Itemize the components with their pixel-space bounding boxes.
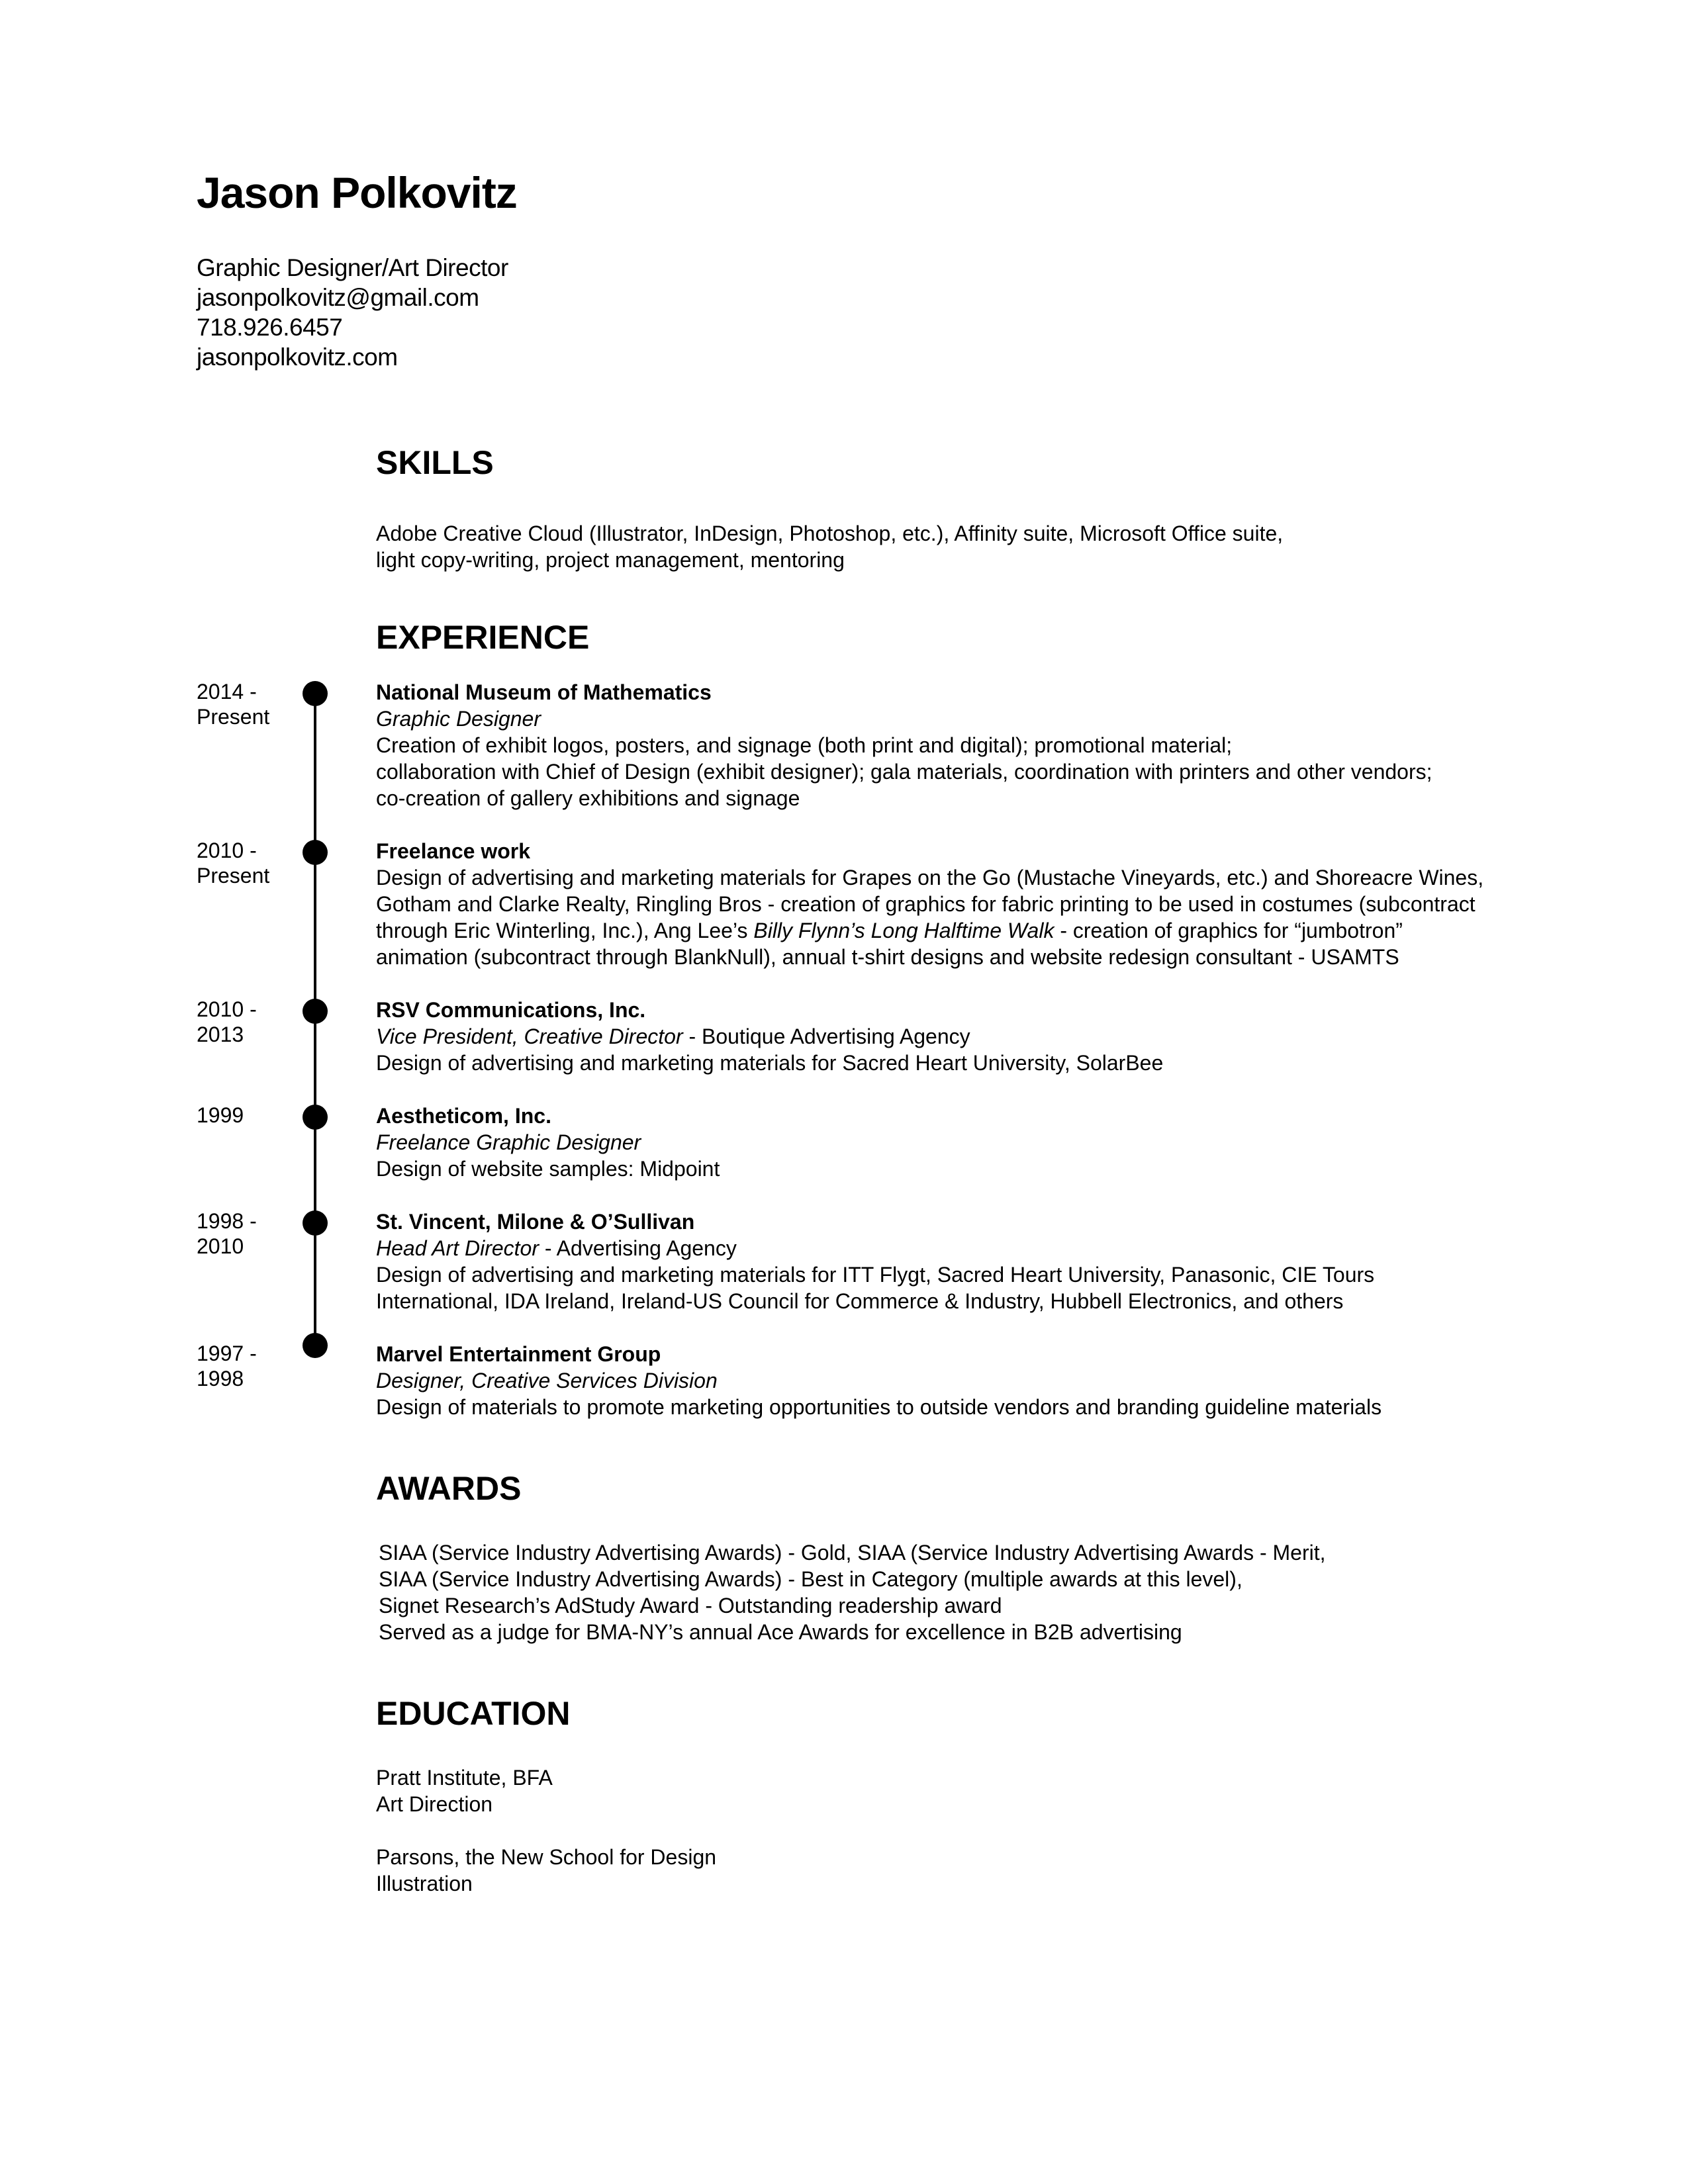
desc-line: Design of website samples: Midpoint (376, 1157, 720, 1181)
desc-line: Design of advertising and marketing materials for Sacred Heart University, SolarBee (376, 1051, 1164, 1075)
experience-entry (376, 838, 1483, 970)
entry-date (197, 1341, 257, 1391)
entry-role-suffix: - Boutique Advertising Agency (682, 1024, 970, 1048)
date-end: Present (197, 864, 270, 887)
date-start: 2010 - (197, 839, 257, 862)
desc-line: International, IDA Ireland, Ireland-US Council for Commerce & Industry, Hubbell Electronics, and others (376, 1289, 1344, 1313)
entry-description (376, 1394, 1382, 1420)
entry-organization: St. Vincent, Milone & O’Sullivan (376, 1210, 695, 1234)
entry-role-line (376, 705, 1432, 732)
resume-name: Jason Polkovitz (197, 168, 517, 217)
entry-date (197, 997, 257, 1047)
skills-text (376, 520, 1283, 573)
contact-block (197, 253, 508, 372)
desc-text: through Eric Winterling, Inc.), Ang Lee’s (376, 919, 754, 942)
entry-role: Vice President, Creative Director (376, 1024, 683, 1048)
date-start: 2010 - (197, 997, 257, 1021)
experience-entry (376, 1103, 720, 1182)
skills-line: Adobe Creative Cloud (Illustrator, InDesign, Photoshop, etc.), Affinity suite, Microsoft Office suite, (376, 522, 1284, 545)
date-start: 1998 - (197, 1209, 257, 1233)
desc-line: Design of advertising and marketing materials for Grapes on the Go (Mustache Vineyards, etc.) and Shoreacre Wines, (376, 866, 1484, 889)
timeline-dot (303, 681, 328, 706)
date-end: 2010 (197, 1234, 244, 1258)
school-name: Pratt Institute, BFA (376, 1766, 553, 1790)
desc-line: Design of advertising and marketing materials for ITT Flygt, Sacred Heart University, Panasonic, CIE Tours (376, 1263, 1375, 1287)
timeline-dot (303, 840, 328, 865)
award-line: Signet Research’s AdStudy Award - Outstanding readership award (379, 1594, 1002, 1617)
website-link[interactable]: jasonpolkovitz.com (197, 343, 398, 371)
desc-text: - creation of graphics for “jumbotron” (1054, 919, 1403, 942)
film-title: Billy Flynn’s Long Halftime Walk (753, 919, 1055, 942)
entry-organization: Freelance work (376, 839, 530, 863)
entry-organization: National Museum of Mathematics (376, 680, 712, 704)
experience-entry (376, 1341, 1382, 1420)
timeline-dot (303, 1333, 328, 1358)
experience-entry (376, 679, 1432, 811)
entry-date (197, 1208, 257, 1259)
entry-description (376, 864, 1483, 970)
date-end: 1998 (197, 1367, 244, 1390)
email-link[interactable]: jasonpolkovitz@gmail.com (197, 284, 479, 311)
education-text (376, 1764, 716, 1897)
entry-role-suffix: - Advertising Agency (539, 1236, 737, 1260)
entry-organization: Marvel Entertainment Group (376, 1342, 661, 1366)
education-heading: EDUCATION (376, 1695, 571, 1732)
entry-description (376, 1261, 1374, 1314)
date-start: 1999 (197, 1103, 244, 1127)
entry-description (376, 1050, 1163, 1076)
desc-line: Design of materials to promote marketing opportunities to outside vendors and branding guideline materials (376, 1395, 1382, 1419)
award-line: Served as a judge for BMA-NY’s annual Ace Awards for excellence in B2B advertising (379, 1620, 1182, 1644)
entry-role: Graphic Designer (376, 707, 541, 731)
experience-entry (376, 997, 1163, 1076)
entry-role-line (376, 1367, 1382, 1394)
award-line: SIAA (Service Industry Advertising Awards) - Gold, SIAA (Service Industry Advertising Awards - Merit, (379, 1541, 1326, 1565)
skills-heading: SKILLS (376, 444, 494, 481)
desc-line: animation (subcontract through BlankNull), annual t-shirt designs and website redesign consultant - USAMTS (376, 945, 1399, 969)
experience-heading: EXPERIENCE (376, 619, 590, 656)
award-line: SIAA (Service Industry Advertising Awards) - Best in Category (multiple awards at this level), (379, 1567, 1243, 1591)
job-title: Graphic Designer/Art Director (197, 254, 508, 281)
entry-organization: RSV Communications, Inc. (376, 998, 646, 1022)
desc-line (376, 917, 1483, 944)
entry-date (197, 838, 269, 888)
school-name: Parsons, the New School for Design (376, 1845, 717, 1869)
desc-line: co-creation of gallery exhibitions and signage (376, 786, 800, 810)
phone-number: 718.926.6457 (197, 314, 343, 341)
timeline-dot (303, 999, 328, 1024)
date-start: 1997 - (197, 1342, 257, 1365)
timeline-dot (303, 1210, 328, 1236)
desc-line: collaboration with Chief of Design (exhibit designer); gala materials, coordination with printers and other vendors; (376, 760, 1432, 784)
desc-line: Creation of exhibit logos, posters, and signage (both print and digital); promotional material; (376, 733, 1233, 757)
experience-entry (376, 1208, 1374, 1314)
date-end: Present (197, 705, 270, 729)
entry-description (376, 732, 1432, 811)
entry-date (197, 1103, 244, 1128)
entry-role: Freelance Graphic Designer (376, 1130, 641, 1154)
date-start: 2014 - (197, 680, 257, 704)
entry-role-line (376, 1023, 1163, 1050)
program-name: Art Direction (376, 1792, 493, 1816)
entry-role-line (376, 1235, 1374, 1261)
entry-organization: Aestheticom, Inc. (376, 1104, 551, 1128)
entry-role: Head Art Director (376, 1236, 539, 1260)
entry-role-line (376, 1129, 720, 1156)
awards-text (379, 1539, 1326, 1645)
entry-description (376, 1156, 720, 1182)
date-end: 2013 (197, 1023, 244, 1046)
awards-heading: AWARDS (376, 1470, 522, 1507)
program-name: Illustration (376, 1872, 473, 1895)
timeline-dot (303, 1105, 328, 1130)
desc-line: Gotham and Clarke Realty, Ringling Bros - creation of graphics for fabric printing to be used in costumes (subcontract (376, 892, 1476, 916)
entry-role: Designer, Creative Services Division (376, 1369, 718, 1392)
entry-date (197, 679, 269, 729)
skills-line: light copy-writing, project management, mentoring (376, 548, 845, 572)
